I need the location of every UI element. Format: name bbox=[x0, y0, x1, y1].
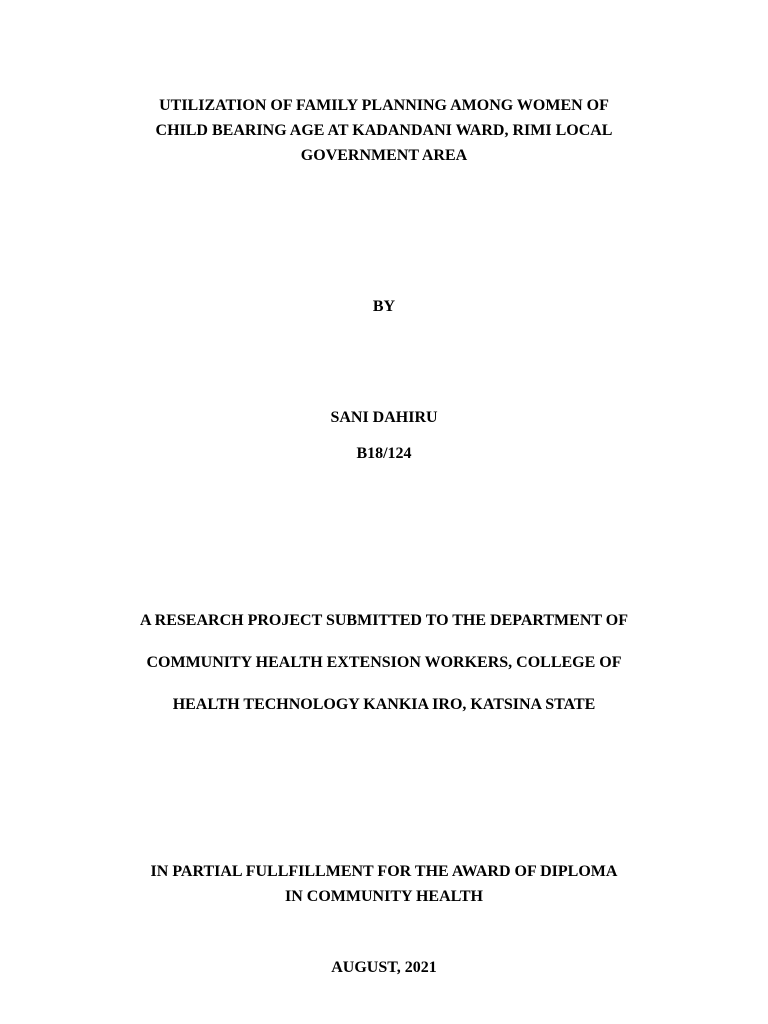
submission-statement bbox=[0, 610, 768, 736]
submission-line-1: A RESEARCH PROJECT SUBMITTED TO THE DEPARTMENT OF bbox=[140, 612, 628, 629]
title-line-1: UTILIZATION OF FAMILY PLANNING AMONG WOMEN OF bbox=[159, 97, 609, 114]
author-name: SANI DAHIRU bbox=[330, 409, 438, 426]
submission-date: AUGUST, 2021 bbox=[331, 959, 437, 976]
by-label: BY bbox=[372, 298, 396, 315]
submission-line-3: HEALTH TECHNOLOGY KANKIA IRO, KATSINA STATE bbox=[172, 696, 596, 713]
submission-line-2: COMMUNITY HEALTH EXTENSION WORKERS, COLLEGE OF bbox=[146, 654, 622, 671]
title-line-2: CHILD BEARING AGE AT KADANDANI WARD, RIMI LOCAL bbox=[155, 122, 613, 139]
project-title bbox=[0, 93, 768, 168]
fulfillment-line-2: IN COMMUNITY HEALTH bbox=[285, 888, 483, 905]
fulfillment-statement bbox=[0, 859, 768, 909]
title-line-3: GOVERNMENT AREA bbox=[300, 147, 468, 164]
fulfillment-line-1: IN PARTIAL FULLFILLMENT FOR THE AWARD OF DIPLOMA bbox=[150, 863, 618, 880]
registration-number: B18/124 bbox=[356, 445, 412, 462]
